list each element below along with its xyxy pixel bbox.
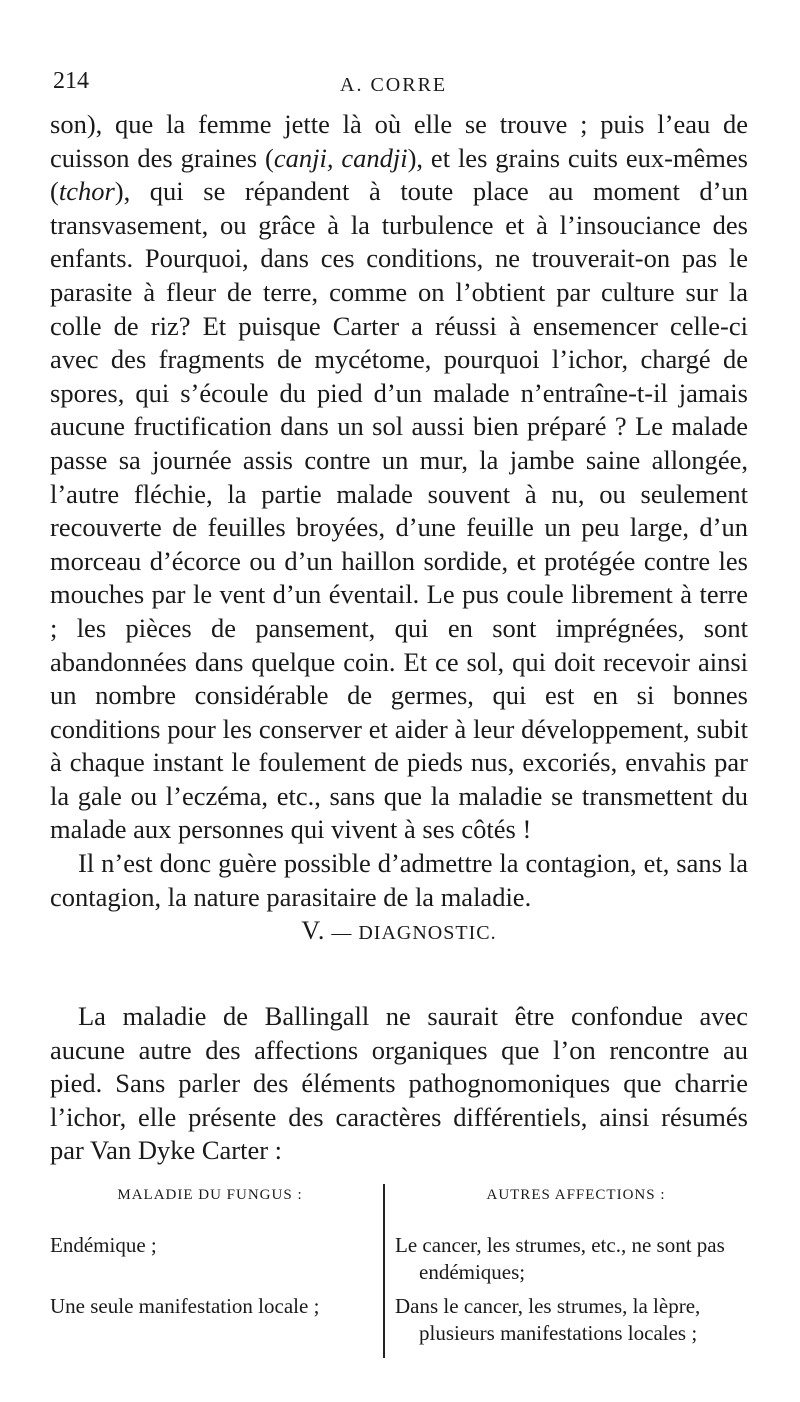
text-run: son), que la femme jette là où elle se trouve ; puis l’eau de cuisson des graines ( [50,109,748,173]
paragraph-diagnostic: La maladie de Ballingall ne saurait être confondue avec aucune autre des affections organiques que l’on rencontre au pied. Sans parler des éléments pathognomoniques que charrie l’ichor, elle présente des caractères différentiels, ainsi résumés par Van Dyke Carter : [50,1001,748,1166]
diagnostic-text [50,1000,748,1168]
column-header-fungus: MALADIE DU FUNGUS : [117,1187,303,1203]
running-head [50,62,750,102]
main-text [50,108,748,914]
paragraph-contagion: Il n’est donc guère possible d’admettre la contagion, et, sans la contagion, la nature parasitaire de la maladie. [50,848,748,912]
other-entry: Dans le cancer, les strumes, la lèpre, plusieurs manifestations locales ; [395,1294,701,1345]
text-run: ), qui se répandent à toute place au moment d’un transvasement, ou grâce à la turbulence et à l’insouciance des enfants. Pourquoi, dans ces conditions, ne trouverait-on pas le parasite à fleur de terre, comme on l’obtient par culture sur la colle de riz? Et puisque Carter a réussi à ensemencer celle-ci avec des fragments de mycétome, pourquoi l’ichor, chargé de spores, qui s’écoule du pied d’un malade n’entraîne-t-il jamais aucune fructification dans un sol aussi bien préparé ? Le malade passe sa journée assis contre un mur, la jambe saine allongée, l’autre fléchie, la partie malade souvent à nu, ou seulement recouverte de feuilles broyées, d’une feuille un peu large, d’un morceau d’écorce ou d’un haillon sordide, et protégée contre les mouches par le vent d’un éventail. Le pus coule librement à terre ; les pièces de pansement, qui en sont imprégnées, sont abandonnées dans quelque coin. Et ce sol, qui doit recevoir ainsi un nombre considérable de germes, qui est en si bonnes conditions pour les conserver et aider à leur développement, subit à chaque instant le foulement de pieds nus, excoriés, envahis par la gale ou l’eczéma, etc., sans que la maladie se transmettent du malade aux personnes qui vivent à ses côtés ! [50,176,748,845]
section-title: DIAGNOSTIC. [358,922,497,944]
fungus-entry: Endémique ; [50,1233,157,1257]
paragraph-continued [50,108,748,847]
column-divider [383,1184,385,1358]
column-header-other: AUTRES AFFECTIONS : [486,1187,666,1203]
text-run: ), et les grains cuits eux-mêmes ( [50,142,748,207]
section-number: V. [301,916,326,945]
italic-term: canji, candji [273,142,408,173]
page-number: 214 [53,68,89,94]
comparison-table [50,1180,760,1360]
section-heading [50,916,748,946]
running-title: A. CORRE [340,74,448,96]
section-dash: — [331,922,353,944]
column-fungus [50,1180,370,1320]
italic-term: tchor [58,176,115,207]
fungus-entry: Une seule manifestation locale ; [50,1294,320,1318]
other-entry: Le cancer, les strumes, etc., ne sont pas endémiques; [395,1233,725,1284]
column-other-affections [395,1180,757,1347]
